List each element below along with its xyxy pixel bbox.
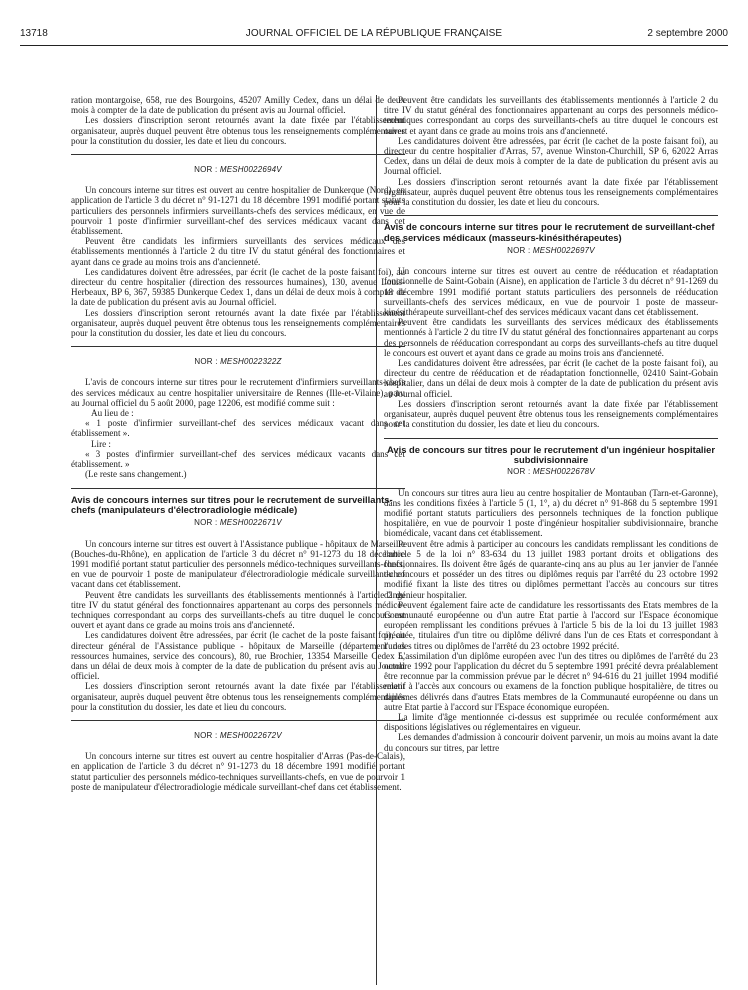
section-rule xyxy=(71,720,405,721)
paragraph: Les candidatures doivent être adressées, par écrit (le cachet de la poste faisant foi), au directeur général de l'Assistance publique - hôpitaux de Marseille (département des ressources humaines, service des concours), 80, rue Brochier, 13354 Marseille Cedex 5, dans un délai de deux mois à compter de la date de publication du présent avis au Journal officiel. xyxy=(71,630,405,682)
nor-reference: NOR : MESH0022671V xyxy=(194,518,282,528)
paragraph: Les dossiers d'inscription seront retournés avant la date fixée par l'établissement organisateur, auprès duquel peuvent être obtenus tous les renseignements complémentaires pour la constitution du dossier, les date et lieu du concours. xyxy=(384,398,718,430)
paragraph: Les dossiers d'inscription seront retournés avant la date fixée par l'établissement organisateur, auprès duquel peuvent être obtenus tous les renseignements complémentaires pour la constitution du dossier, les date et lieu du concours. xyxy=(71,307,405,339)
nor-reference: NOR : MESH0022697V xyxy=(507,246,595,256)
paragraph: Au lieu de : xyxy=(91,408,134,419)
section-rule xyxy=(71,346,405,347)
paragraph: Peuvent être candidats les surveillants des établissements mentionnés à l'article 2 du titre IV du statut général des fonctionnaires appartenant au corps des personnels médico-techniques correspondant au corps des surveillants-chefs au titre duquel le concours est ouvert et ayant dans ce grade au moins trois ans d'ancienneté. xyxy=(384,95,718,136)
right-column xyxy=(384,95,718,753)
paragraph: Les candidatures doivent être adressées, par écrit (le cachet de la poste faisant foi), au directeur du centre hospitalier (direction des ressources humaines), 130, avenue Louis-Herbeaux, BP 6, 367, 59385 Dunkerque Cedex 1, dans un délai de deux mois à compter de la date de publication du présent avis au Journal officiel. xyxy=(71,266,405,308)
nor-reference: NOR : MESH0022694V xyxy=(194,165,282,175)
section-rule xyxy=(71,488,405,489)
paragraph: Les dossiers d'inscription seront retournés avant la date fixée par l'établissement organisateur, auprès duquel peuvent être obtenus tous les renseignements complémentaires pour la constitution du dossier, les date et lieu du concours. xyxy=(71,681,405,712)
section-heading: Avis de concours interne sur titres pour le recrutement de surveillant-chef des services médicaux (masseurs-kinésithérapeutes) xyxy=(384,221,715,243)
left-column xyxy=(71,95,405,792)
nor-reference: NOR : MESH0022322Z xyxy=(194,357,282,367)
paragraph: « 1 poste d'infirmier surveillant-chef des services médicaux vacant dans cet établissement ». xyxy=(71,418,405,439)
paragraph: Les dossiers d'inscription seront retournés avant la date fixée par l'établissement organisateur, auprès duquel peuvent être obtenus tous les renseignements complémentaires pour la constitution du dossier, les date et lieu du concours. xyxy=(384,176,718,208)
paragraph: Un concours interne sur titres est ouvert au centre de rééducation et réadaptation fonctionnelle de Saint-Gobain (Aisne), en application de l'article 3 du décret n° 91-1269 du 18 décembre 1991 modifié portant statuts particuliers des personnels de rééducation surveillants-chefs des services médicaux, en vue de pourvoir 1 poste de masseur-kinésithérapeute surveillant-chef des services médicaux vacant dans cet établissement. xyxy=(384,266,718,318)
paragraph: Peuvent être candidats les surveillants des services médicaux des établissements mentionnés à l'article 2 du titre IV du statut général des fonctionnaires appartenant au corps des personnels de rééducation correspondant au corps des surveillants-chefs au titre duquel le concours est ouvert et ayant dans ce grade au moins trois ans d'ancienneté. xyxy=(384,317,718,358)
paragraph: Peuvent être candidats les infirmiers surveillants des services médicaux des établissements mentionnés à l'article 2 du titre IV du statut général des fonctionnaires et ayant dans ce grade au moins trois ans d'ancienneté. xyxy=(71,236,405,267)
section-rule xyxy=(71,154,405,155)
paragraph: Un concours interne sur titres est ouvert au centre hospitalier de Dunkerque (Nord), en application de l'article 3 du décret n° 91-1271 du 18 décembre 1991 modifié portant statuts particuliers des personnels infirmiers surveillants-chefs des services médicaux, en vue de pourvoir 1 poste d'infirmier surveillant-chef des services médicaux vacant dans cet établissement. xyxy=(71,185,405,237)
paragraph: Un concours interne sur titres est ouvert au centre hospitalier d'Arras (Pas-de-Calais), en application de l'article 3 du décret n° 91-1273 du 18 décembre 1991 modifié portant statut particulier des personnels médico-techniques surveillants-chefs, en vue de pourvoir 1 poste de manipulateur d'électroradiologie médicale surveillant-chef dans cet établissement. xyxy=(71,751,405,792)
paragraph: (Le reste sans changement.) xyxy=(85,469,187,480)
paragraph: Un concours sur titres aura lieu au centre hospitalier de Montauban (Tarn-et-Garonne), dans les conditions fixées à l'article 5 (1, 1°, a) du décret n° 91-868 du 5 septembre 1991 modifié portant statuts particuliers des personnels techniques de la fonction publique hospitalière, en vue de pourvoir 1 poste d'ingénieur hospitalier subdivisionnaire, branche biomédicale, vacant dans cet établissement. xyxy=(384,487,718,539)
section-rule xyxy=(384,215,718,216)
journal-title: JOURNAL OFFICIEL DE LA RÉPUBLIQUE FRANÇAISE xyxy=(245,28,503,39)
nor-reference: NOR : MESH0022678V xyxy=(507,467,595,477)
paragraph: L'assimilation d'un diplôme européen avec l'un des titres ou diplômes de l'arrêté du 23 octobre 1992 pour l'application du décret du 5 septembre 1991 précité devra préalablement être reconnue par la commission prévue par le décret n° 94-616 du 21 juillet 1994 modifié relatif à l'accès aux concours ou examens de la fonction publique hospitalière, de titres ou diplômes délivrés dans d'autres Etats membres de la Communauté européenne ou dans un autre Etat partie à l'accord sur l'Espace économique européen. xyxy=(384,650,718,712)
paragraph: Peuvent être admis à participer au concours les candidats remplissant les conditions de l'article 5 de la loi n° 83-634 du 13 juillet 1983 portant droits et obligations des fonctionnaires. Ils doivent être âgés de quarante-cinq ans au plus au 1er janvier de l'année du concours et posséder un des titres ou diplômes requis par l'arrêté du 23 octobre 1992 modifié fixant la liste des titres ou diplômes permettant l'accès au concours sur titres d'ingénieur hospitalier. xyxy=(384,538,718,600)
paragraph: La limite d'âge mentionnée ci-dessus est supprimée ou reculée conformément aux dispositions législatives ou réglementaires en vigueur. xyxy=(384,711,718,733)
page-header xyxy=(20,28,728,44)
paragraph: Les candidatures doivent être adressées, par écrit (le cachet de la poste faisant foi), au directeur du centre de rééducation et de réadaptation fonctionnelle, 02410 Saint-Gobain hospitalier, dans un délai de deux mois à compter de la date de publication du présent avis au Journal officiel. xyxy=(384,358,718,399)
nor-reference: NOR : MESH0022672V xyxy=(194,730,282,740)
header-rule xyxy=(20,45,728,46)
paragraph: Peuvent être candidats les surveillants des établissements mentionnés à l'article 2 du titre IV du statut général des fonctionnaires appartenant au corps des personnels médico-techniques correspondant au corps des surveillants-chefs au titre duquel le concours est ouvert et ayant dans ce grade au moins trois ans d'ancienneté. xyxy=(71,589,405,631)
page-number: 13718 xyxy=(20,28,48,39)
paragraph: Les dossiers d'inscription seront retournés avant la date fixée par l'établissement organisateur, auprès duquel peuvent être obtenus tous les renseignements complémentaires pour la constitution du dossier, les date et lieu du concours. xyxy=(71,115,405,146)
section-rule xyxy=(384,438,718,439)
section-heading: Avis de concours internes sur titres pour le recrutement de surveillants-chefs (manipulateurs d'électroradiologie médicale) xyxy=(71,493,393,515)
paragraph: ration montargoise, 658, rue des Bourgoins, 45207 Amilly Cedex, dans un délai de deux mois à compter de la date de publication du présent avis au Journal officiel. xyxy=(71,95,405,116)
paragraph: Peuvent également faire acte de candidature les ressortissants des Etats membres de la Communauté européenne ou d'un autre Etat partie à l'accord sur l'Espace économique européen remplissant les conditions prévues à l'article 5 bis de la loi du 13 juillet 1983 précitée, titulaires d'un titre ou diplôme délivré dans l'un de ces Etats et correspondant à l'un des titres ou diplômes de l'arrêté du 23 octobre 1992 précité. xyxy=(384,599,718,651)
paragraph: Les candidatures doivent être adressées, par écrit (le cachet de la poste faisant foi), au directeur du centre hospitalier d'Arras, 57, avenue Winston-Churchill, SP 6, 62022 Arras Cedex, dans un délai de deux mois à compter de la date de publication du présent avis au Journal officiel. xyxy=(384,135,718,177)
paragraph: « 3 postes d'infirmier surveillant-chef des services médicaux vacants dans cet établissement. » xyxy=(71,448,405,470)
paragraph: Les demandes d'admission à concourir doivent parvenir, un mois au moins avant la date du concours sur titres, par lettre xyxy=(384,732,718,753)
paragraph: Lire : xyxy=(91,438,111,449)
paragraph: Un concours interne sur titres est ouvert à l'Assistance publique - hôpitaux de Marseille (Bouches-du-Rhône), en application de l'article 3 du décret n° 91-1273 du 18 décembre 1991 modifié portant statut particulier des personnels médico-techniques surveillants-chefs, en vue de pourvoir 1 poste de manipulateur d'électroradiologie médicale surveillant-chef vacant dans cet établissement. xyxy=(71,538,405,590)
publication-date: 2 septembre 2000 xyxy=(647,28,728,39)
section-heading: Avis de concours sur titres pour le recrutement d'un ingénieur hospitalier subdivisionnaire xyxy=(387,443,715,465)
paragraph: L'avis de concours interne sur titres pour le recrutement d'infirmiers surveillants-chefs des services médicaux au centre hospitalier universitaire de Rennes (Ille-et-Vilaine), paru au Journal officiel du 5 août 2000, page 12206, est modifié comme suit : xyxy=(71,377,405,408)
